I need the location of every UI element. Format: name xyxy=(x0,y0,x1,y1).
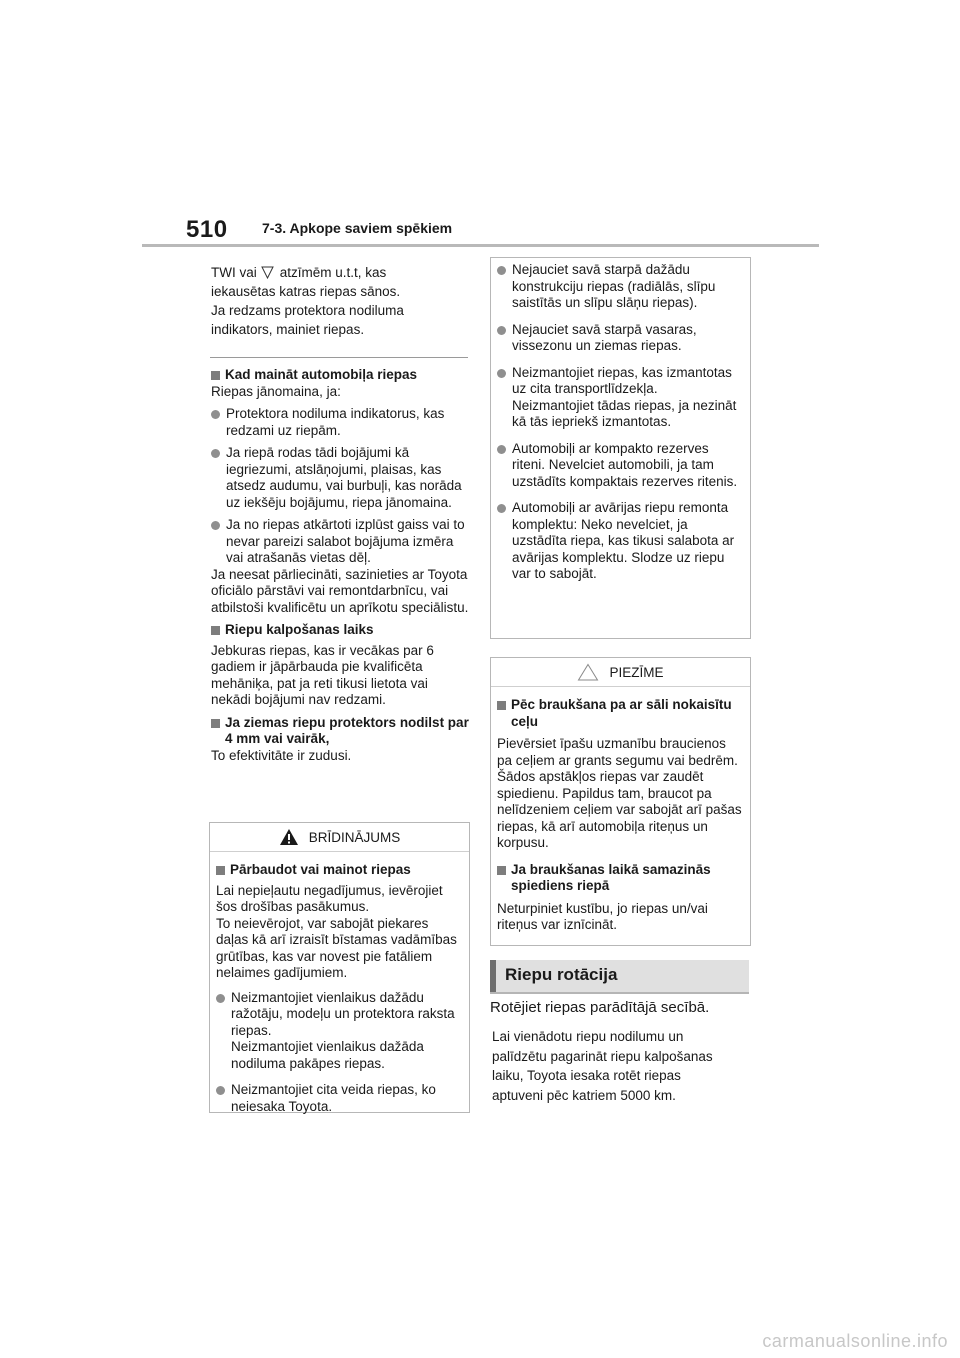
warning-text: Lai nepieļautu negadījumus, ievērojiet šos drošības pasākumus. To neievērojot, var sabojāt piekares daļas kā arī izraisīt bīstamas vadāmības grūtības, kas var novest pie fatāliem nelaimes gadījumiem. xyxy=(216,882,457,980)
intro-line-4: indikators, mainiet riepas. xyxy=(211,322,365,337)
square-bullet-icon xyxy=(216,866,225,875)
round-bullet-icon xyxy=(216,994,225,1003)
header-divider xyxy=(142,244,819,247)
triangle-mark-icon xyxy=(261,266,274,279)
winter-text: To efektivitāte ir zudusi. xyxy=(211,747,352,763)
rotation-line-2: palīdzētu pagarināt riepu kalpošanas xyxy=(492,1048,713,1064)
list-item: Nejauciet savā starpā dažādu konstrukciju riepas (radiālās, slīpu saistītās un slīpu slāņu riepas). xyxy=(497,262,744,312)
notice-triangle-icon xyxy=(577,663,599,681)
intro-line-3: Ja redzams protektora nodiluma xyxy=(211,303,404,318)
list-item: Ja no riepas atkārtoti izplūst gaiss vai to nevar pareizi salabot bojājuma izmēra vai atrašanās vietas dēļ. xyxy=(211,517,469,567)
pressure-heading: Ja braukšanas laikā samazinās spiediens riepā xyxy=(497,862,744,895)
round-bullet-icon xyxy=(497,326,506,335)
notice-title: PIEZĪME xyxy=(491,658,750,687)
square-bullet-icon xyxy=(497,701,506,710)
list-item: Neizmantojiet cita veida riepas, ko neiesaka Toyota. xyxy=(216,1082,463,1115)
salt-heading: Pēc braukšana pa ar sāli nokaisītu ceļu xyxy=(497,697,744,730)
replace-heading: Kad maināt automobiļa riepas xyxy=(211,367,469,384)
rotation-line-1: Lai vienādotu riepu nodilumu un xyxy=(492,1029,684,1044)
round-bullet-icon xyxy=(211,410,220,419)
round-bullet-icon xyxy=(216,1086,225,1095)
notice-box xyxy=(490,657,751,946)
life-heading: Riepu kalpošanas laiks xyxy=(211,622,469,639)
square-bullet-icon xyxy=(211,719,220,728)
warning-heading: Pārbaudot vai mainot riepas xyxy=(216,862,463,879)
salt-text: Pievērsiet īpašu uzmanību braucienos pa ceļiem ar grants segumu vai bedrēm. Šādos apstākļos riepas var zaudēt spiedienu. Papildus tam, braucot pa nelīdzeniem ceļiem var sabojāt arī pašas riepas, kā arī automobiļa riteņus un korpusu. xyxy=(497,736,742,850)
rotation-section-heading: Riepu rotācija xyxy=(490,960,749,994)
intro-line-2: iekausētas katras riepas sānos. xyxy=(211,284,401,299)
life-text: Jebkuras riepas, kas ir vecākas par 6 gadiem ir jāpārbauda pie kvalificēta mehāniķa, pat ja reti tikusi lietota vai nekādi bojājumi nav redzami. xyxy=(211,642,434,707)
list-item: Automobiļi ar avārijas riepu remonta komplektu: Neko nevelciet, ja uzstādīta riepa, kas tikusi salabota ar avārijas komplektu. Slodze uz riepu var to sabojāt. xyxy=(497,500,744,583)
warning-continuation-box xyxy=(490,257,751,639)
list-item: Nejauciet savā starpā vasaras, vissezonu un ziemas riepas. xyxy=(497,322,744,355)
round-bullet-icon xyxy=(497,266,506,275)
intro-line-1 xyxy=(211,263,471,282)
square-bullet-icon xyxy=(211,626,220,635)
intro-post: atzīmēm u.t.t, kas xyxy=(279,265,387,280)
section-title: 7-3. Apkope saviem spēkiem xyxy=(262,220,453,236)
warning-box xyxy=(209,822,470,1113)
intro-block xyxy=(211,263,471,339)
rotation-line-3: laiku, Toyota iesaka rotēt riepas xyxy=(492,1068,681,1083)
section-accent xyxy=(490,960,496,992)
round-bullet-icon xyxy=(497,504,506,513)
winter-heading: Ja ziemas riepu protektors nodilst par 4 mm vai vairāk, xyxy=(211,715,469,748)
rotation-lead: Rotējiet riepas parādītājā secībā. xyxy=(490,999,710,1016)
list-item: Neizmantojiet riepas, kas izmantotas uz cita transportlīdzekļa. Neizmantojiet tādas riepas, ja nezināt kā tās iepriekš izmantotas. xyxy=(497,365,744,431)
left-divider xyxy=(210,357,468,358)
round-bullet-icon xyxy=(497,445,506,454)
left-column xyxy=(211,361,469,764)
replace-note: Ja neesat pārliecināti, sazinieties ar Toyota oficiālo pārstāvi vai remontdarbnīcu, vai atbilstoši kvalificētu un aprīkotu speciālistu. xyxy=(211,566,469,615)
list-item: Ja riepā rodas tādi bojājumi kā iegriezumi, atslāņojumi, plaisas, kas atsedz audumu, vai burbuļi, kas norāda uz iekšēju bojājumu, riepa jānomaina. xyxy=(211,445,469,511)
list-item: Automobiļi ar kompakto rezerves riteni. Nevelciet automobili, ja tam uzstādīts kompaktais rezerves ritenis. xyxy=(497,441,744,491)
pressure-text: Neturpiniet kustību, jo riepas un/vai riteņus var iznīcināt. xyxy=(497,900,708,932)
square-bullet-icon xyxy=(497,866,506,875)
list-item: Protektora nodiluma indikatorus, kas redzami uz riepām. xyxy=(211,406,469,439)
rotation-text xyxy=(492,1027,750,1105)
round-bullet-icon xyxy=(211,449,220,458)
square-bullet-icon xyxy=(211,371,220,380)
replace-lead: Riepas jānomaina, ja: xyxy=(211,383,341,399)
round-bullet-icon xyxy=(211,521,220,530)
list-item: Neizmantojiet vienlaikus dažādu ražotāju, modeļu un protektora raksta riepas. Neizmantojiet vienlaikus dažāda nodiluma pakāpes riepas. xyxy=(216,990,463,1073)
intro-pre: TWI vai xyxy=(211,265,257,280)
page-number: 510 xyxy=(186,216,228,243)
footer-watermark: carmanualsonline.info xyxy=(762,1331,948,1351)
rotation-line-4: aptuveni pēc katriem 5000 km. xyxy=(492,1087,676,1103)
round-bullet-icon xyxy=(497,369,506,378)
warning-title: BRĪDINĀJUMS xyxy=(210,823,469,852)
warning-icon xyxy=(279,828,299,846)
